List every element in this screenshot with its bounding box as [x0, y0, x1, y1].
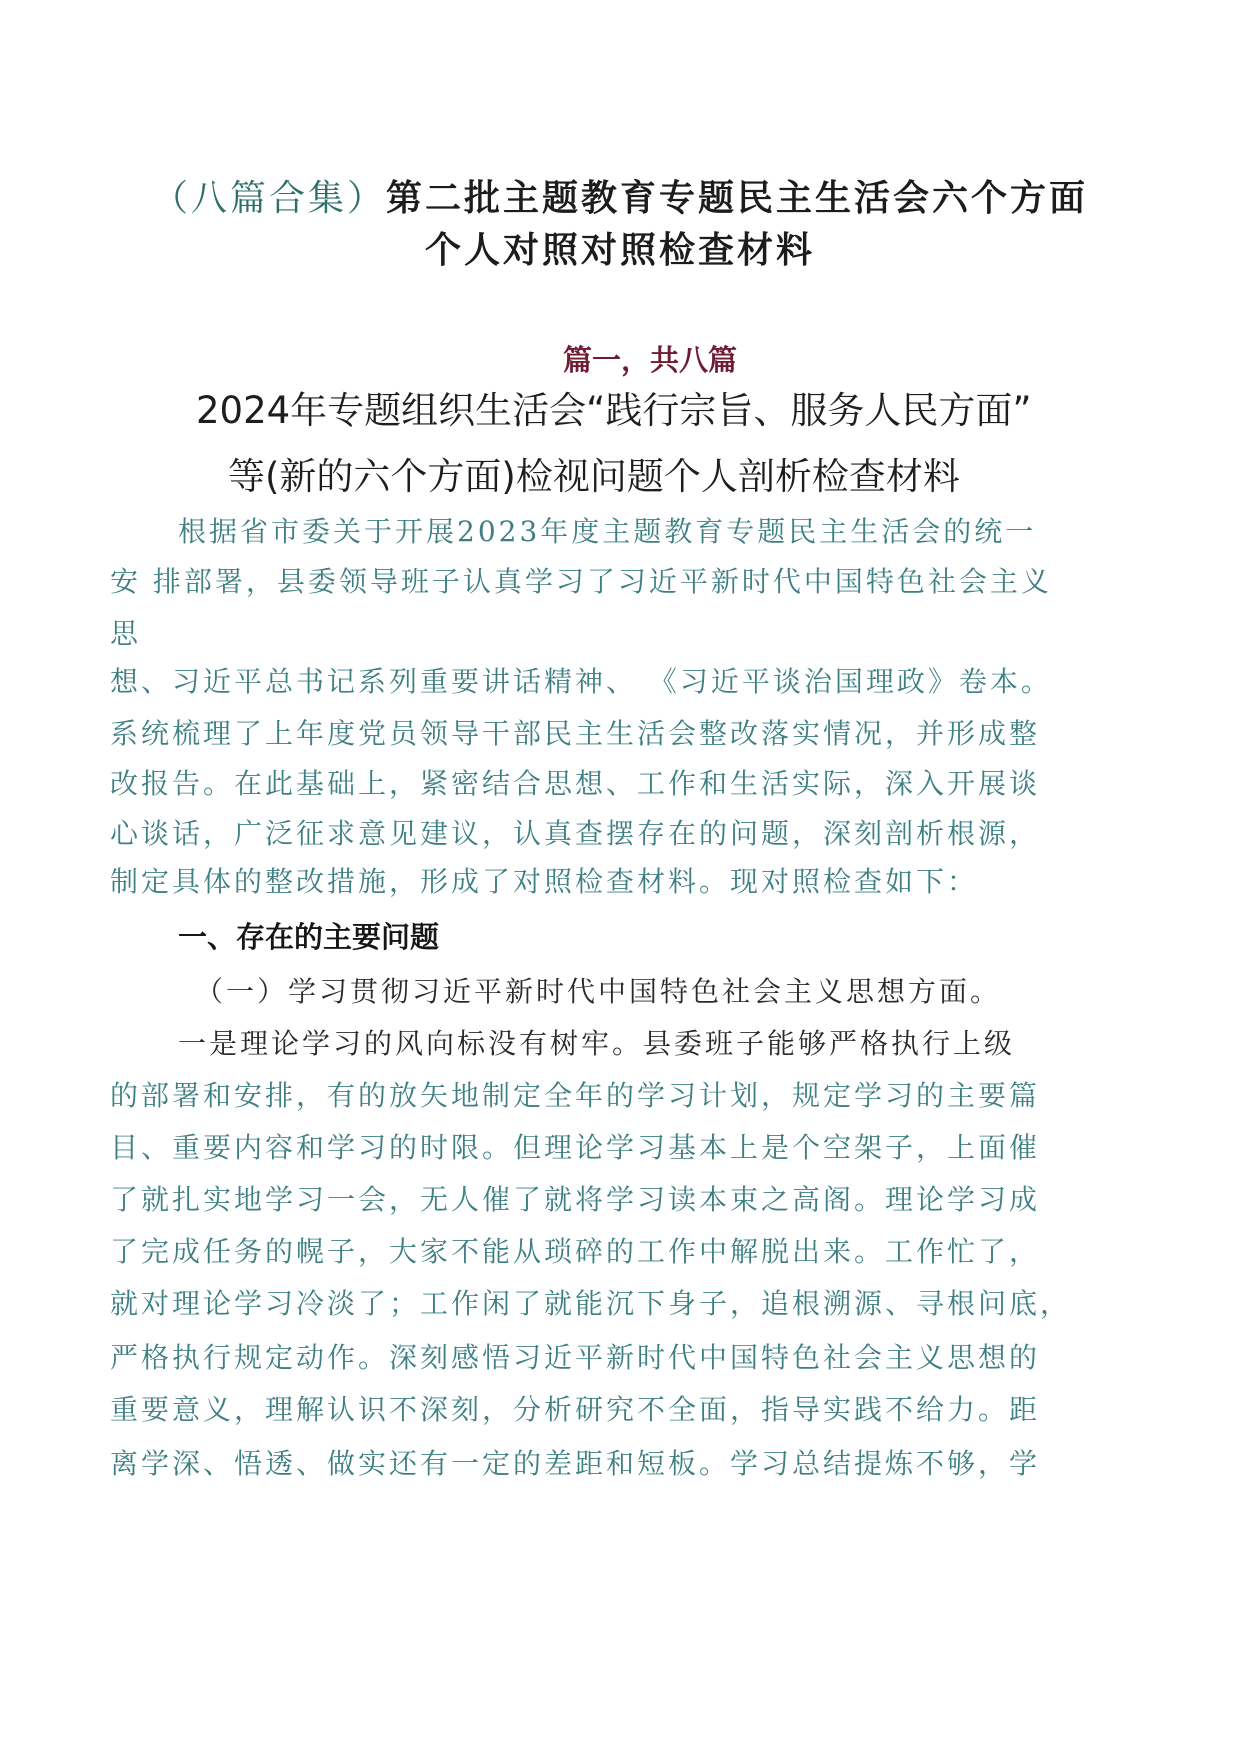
subtitle-line-2: 等(新的六个方面)检视问题个人剖析检查材料	[228, 455, 960, 498]
intro-line: 系统梳理了上年度党员领导干部民主生活会整改落实情况，并形成整	[110, 717, 1041, 750]
document-title-line-1	[0, 170, 1240, 221]
paragraph-lead-line: 一是理论学习的风向标没有树牢。县委班子能够严格执行上级	[178, 1027, 1016, 1060]
intro-line: 制定具体的整改措施，形成了对照检查材料。现对照检查如下：	[110, 865, 979, 898]
paragraph-line: 就对理论学习冷淡了；工作闲了就能沉下身子，追根溯源、寻根问底，	[110, 1287, 1072, 1320]
subtitle-line-1: 2024年专题组织生活会“践行宗旨、服务人民方面”	[196, 389, 1032, 432]
intro-line: 安 排部署，县委领导班子认真学习了习近平新时代中国特色社会主义	[110, 565, 1052, 598]
intro-line: 心谈话，广泛征求意见建议，认真查摆存在的问题，深刻剖析根源，	[110, 817, 1041, 850]
document-title-line-2: 个人对照对照检查材料	[424, 229, 815, 271]
intro-line: 根据省市委关于开展2023年度主题教育专题民主生活会的统一	[178, 515, 1037, 548]
title-bracket-prefix: （八篇合集）	[151, 178, 386, 219]
paragraph-line: 了就扎实地学习一会，无人催了就将学习读本束之高阁。理论学习成	[110, 1183, 1041, 1216]
part-label: 篇一，共八篇	[562, 343, 737, 377]
intro-line: 思	[110, 617, 142, 650]
intro-line: 改报告。在此基础上，紧密结合思想、工作和生活实际，深入开展谈	[110, 767, 1041, 800]
title-main-text: 第二批主题教育专题民主生活会六个方面	[386, 177, 1089, 219]
section-subheading: （一）学习贯彻习近平新时代中国特色社会主义思想方面。	[195, 975, 1002, 1008]
paragraph-line: 了完成任务的幌子，大家不能从琐碎的工作中解脱出来。工作忙了，	[110, 1235, 1041, 1268]
paragraph-line: 重要意义，理解认识不深刻，分析研究不全面，指导实践不给力。距	[110, 1393, 1041, 1426]
intro-line: 想、习近平总书记系列重要讲话精神、 《习近平谈治国理政》卷本。	[110, 665, 1052, 698]
paragraph-line: 严格执行规定动作。深刻感悟习近平新时代中国特色社会主义思想的	[110, 1341, 1041, 1374]
paragraph-line: 离学深、悟透、做实还有一定的差距和短板。学习总结提炼不够，学	[110, 1447, 1041, 1480]
paragraph-line: 的部署和安排，有的放矢地制定全年的学习计划，规定学习的主要篇	[110, 1079, 1041, 1112]
paragraph-line: 目、重要内容和学习的时限。但理论学习基本上是个空架子，上面催	[110, 1131, 1041, 1164]
section-heading: 一、存在的主要问题	[178, 920, 440, 954]
